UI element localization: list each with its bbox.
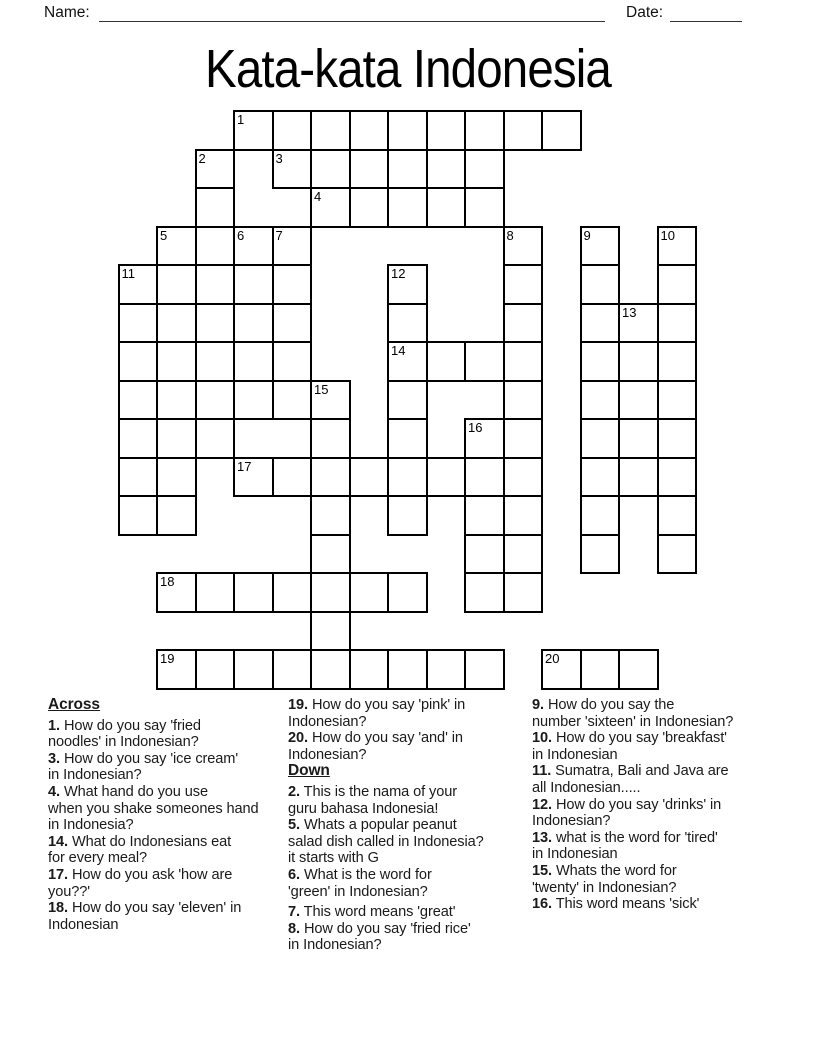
cell-number: 20	[545, 651, 560, 666]
grid-cell[interactable]	[233, 303, 274, 344]
cell-number: 18	[160, 574, 175, 589]
grid-cell[interactable]	[657, 303, 698, 344]
cell-number: 13	[622, 304, 637, 320]
grid-cell[interactable]	[580, 418, 621, 459]
grid-cell-1[interactable]	[233, 110, 274, 151]
grid-cell[interactable]	[618, 457, 659, 498]
clue-15: 15. Whats the word for 'twenty' in Indonesian?	[532, 862, 677, 896]
clue-number: 18.	[48, 900, 68, 917]
grid-cell-16[interactable]	[464, 418, 505, 459]
grid-cell[interactable]	[426, 110, 467, 151]
grid-cell[interactable]	[387, 187, 428, 228]
down-heading: Down	[288, 762, 330, 780]
cell-number: 3	[275, 150, 283, 166]
clue-number: 7.	[288, 904, 300, 921]
clue-number: 1.	[48, 717, 60, 734]
clues-column-right	[532, 697, 782, 913]
date-blank-line[interactable]	[670, 4, 742, 22]
clue-number: 19.	[288, 697, 308, 713]
grid-cell[interactable]	[272, 303, 313, 344]
cell-number: 11	[121, 266, 135, 281]
cell-number: 7	[275, 227, 283, 243]
grid-cell[interactable]	[387, 418, 428, 459]
grid-cell[interactable]	[580, 649, 621, 690]
grid-cell[interactable]	[426, 149, 467, 190]
grid-cell-20[interactable]	[541, 649, 582, 690]
clue-4: 4. What hand do you use when you shake someones hand in Indonesia?	[48, 783, 259, 834]
clue-14: 14. What do Indonesians eat for every meal?	[48, 833, 232, 867]
grid-cell[interactable]	[657, 457, 698, 498]
grid-cell[interactable]	[195, 341, 236, 382]
grid-cell[interactable]	[118, 457, 159, 498]
clue-number: 13.	[532, 829, 552, 846]
cell-number: 2	[198, 150, 206, 166]
grid-cell[interactable]	[349, 572, 390, 613]
grid-cell[interactable]	[657, 341, 698, 382]
grid-cell[interactable]	[195, 303, 236, 344]
clue-number: 15.	[532, 862, 552, 879]
clue-16: 16. This word means 'sick'	[532, 896, 700, 913]
grid-cell[interactable]	[426, 187, 467, 228]
grid-cell-7[interactable]	[272, 226, 313, 267]
grid-cell[interactable]	[618, 649, 659, 690]
cell-number: 4	[314, 189, 322, 204]
clue-1: 1. How do you say 'fried noodles' in Indonesian?	[48, 717, 201, 751]
grid-cell[interactable]	[503, 457, 544, 498]
grid-cell[interactable]	[310, 495, 351, 536]
clues-column-left	[48, 697, 293, 933]
grid-cell[interactable]	[464, 110, 505, 151]
grid-cell-12[interactable]	[387, 264, 428, 305]
grid-cell[interactable]	[464, 495, 505, 536]
grid-cell[interactable]	[503, 264, 544, 305]
cell-number: 1	[237, 112, 245, 127]
grid-cell[interactable]	[156, 418, 197, 459]
grid-cell[interactable]	[272, 341, 313, 382]
grid-cell[interactable]	[349, 187, 390, 228]
cell-number: 17	[237, 458, 252, 474]
grid-cell[interactable]	[387, 380, 428, 421]
grid-cell[interactable]	[387, 572, 428, 613]
clue-8: 8. How do you say 'fried rice' in Indonesian?	[288, 920, 471, 954]
clue-13: 13. what is the word for 'tired' in Indonesian	[532, 829, 718, 863]
grid-cell[interactable]	[503, 572, 544, 613]
grid-cell[interactable]	[657, 534, 698, 575]
grid-cell[interactable]	[426, 457, 467, 498]
grid-cell[interactable]	[503, 110, 544, 151]
across-heading: Across	[48, 696, 100, 713]
grid-cell[interactable]	[156, 495, 197, 536]
clue-number: 3.	[48, 750, 60, 767]
grid-cell[interactable]	[195, 572, 236, 613]
grid-cell[interactable]	[233, 264, 274, 305]
grid-cell[interactable]	[195, 418, 236, 459]
clue-number: 8.	[288, 920, 300, 937]
grid-cell[interactable]	[387, 303, 428, 344]
cell-number: 8	[506, 227, 514, 243]
grid-cell[interactable]	[426, 649, 467, 690]
grid-cell[interactable]	[503, 303, 544, 344]
clue-number: 4.	[48, 783, 60, 800]
grid-cell[interactable]	[580, 534, 621, 575]
clue-number: 16.	[532, 896, 552, 913]
grid-cell[interactable]	[657, 495, 698, 536]
grid-cell[interactable]	[272, 457, 313, 498]
clue-6: 6. What is the word for 'green' in Indonesian?	[288, 866, 432, 900]
grid-cell-4[interactable]	[310, 187, 351, 228]
grid-cell-2[interactable]	[195, 149, 236, 190]
grid-cell-3[interactable]	[272, 149, 313, 190]
grid-cell[interactable]	[580, 380, 621, 421]
grid-cell[interactable]	[464, 534, 505, 575]
clue-20: 20. How do you say 'and' in Indonesian?	[288, 730, 463, 763]
grid-cell[interactable]	[272, 572, 313, 613]
grid-cell[interactable]	[349, 649, 390, 690]
cell-number: 6	[237, 227, 245, 243]
grid-cell[interactable]	[195, 226, 236, 267]
clue-12: 12. How do you say 'drinks' in Indonesian?	[532, 796, 722, 830]
grid-cell-8[interactable]	[503, 226, 544, 267]
cell-number: 9	[583, 227, 591, 243]
grid-cell[interactable]	[156, 303, 197, 344]
grid-cell[interactable]	[349, 110, 390, 151]
grid-cell[interactable]	[118, 341, 159, 382]
grid-cell-15[interactable]	[310, 380, 351, 421]
clue-10: 10. How do you say 'breakfast' in Indonesian	[532, 730, 727, 763]
grid-cell[interactable]	[580, 495, 621, 536]
grid-cell[interactable]	[387, 649, 428, 690]
grid-cell[interactable]	[349, 149, 390, 190]
clue-number: 2.	[288, 783, 300, 800]
grid-cell[interactable]	[349, 457, 390, 498]
clue-number: 10.	[532, 730, 552, 747]
clue-number: 12.	[532, 796, 552, 813]
clue-number: 17.	[48, 866, 68, 883]
grid-cell-13[interactable]	[618, 303, 659, 344]
grid-cell-17[interactable]	[233, 457, 274, 498]
grid-cell[interactable]	[387, 149, 428, 190]
grid-cell[interactable]	[195, 187, 236, 228]
grid-cell-10[interactable]	[657, 226, 698, 267]
clue-number: 9.	[532, 697, 544, 713]
grid-cell[interactable]	[233, 572, 274, 613]
clue-18: 18. How do you say 'eleven' in Indonesian	[48, 900, 242, 933]
grid-cell[interactable]	[464, 187, 505, 228]
cell-number: 10	[660, 227, 675, 243]
grid-cell[interactable]	[233, 341, 274, 382]
clue-number: 14.	[48, 833, 68, 850]
grid-cell-14[interactable]	[387, 341, 428, 382]
grid-cell[interactable]	[310, 418, 351, 459]
grid-cell[interactable]	[195, 264, 236, 305]
grid-cell[interactable]	[156, 457, 197, 498]
grid-cell[interactable]	[156, 380, 197, 421]
grid-cell[interactable]	[387, 457, 428, 498]
clue-11: 11. Sumatra, Bali and Java are all Indonesian.....	[532, 763, 729, 796]
clue-number: 11.	[532, 763, 552, 780]
grid-cell[interactable]	[503, 495, 544, 536]
clue-2: 2. This is the nama of your guru bahasa Indonesia!	[288, 783, 458, 817]
grid-cell[interactable]	[118, 380, 159, 421]
grid-cell[interactable]	[310, 572, 351, 613]
grid-cell[interactable]	[503, 341, 544, 382]
grid-cell[interactable]	[272, 380, 313, 421]
clue-5: 5. Whats a popular peanut salad dish called in Indonesia? it starts with G	[288, 817, 484, 867]
grid-cell[interactable]	[233, 649, 274, 690]
cell-number: 15	[314, 381, 329, 397]
cell-number: 5	[160, 227, 168, 243]
grid-cell[interactable]	[503, 534, 544, 575]
grid-cell[interactable]	[310, 649, 351, 690]
grid-cell[interactable]	[618, 341, 659, 382]
grid-cell[interactable]	[503, 380, 544, 421]
grid-cell[interactable]	[156, 341, 197, 382]
grid-cell[interactable]	[310, 534, 351, 575]
cell-number: 19	[160, 651, 175, 666]
grid-cell[interactable]	[580, 457, 621, 498]
clue-17: 17. How do you ask 'how are you??'	[48, 866, 233, 900]
grid-cell[interactable]	[580, 303, 621, 344]
clue-number: 20.	[288, 730, 308, 747]
grid-cell[interactable]	[387, 110, 428, 151]
grid-cell[interactable]	[272, 110, 313, 151]
grid-cell[interactable]	[464, 457, 505, 498]
clue-number: 5.	[288, 817, 300, 834]
grid-cell[interactable]	[464, 572, 505, 613]
grid-cell[interactable]	[310, 149, 351, 190]
grid-cell[interactable]	[580, 264, 621, 305]
date-label: Date:	[626, 4, 664, 21]
grid-cell[interactable]	[272, 649, 313, 690]
grid-cell[interactable]	[657, 264, 698, 305]
cell-number: 16	[468, 420, 483, 435]
grid-cell[interactable]	[233, 380, 274, 421]
grid-cell[interactable]	[464, 149, 505, 190]
grid-cell[interactable]	[272, 264, 313, 305]
grid-cell[interactable]	[310, 457, 351, 498]
grid-cell[interactable]	[156, 264, 197, 305]
grid-cell[interactable]	[618, 418, 659, 459]
clue-7: 7. This word means 'great'	[288, 904, 456, 921]
grid-cell[interactable]	[580, 341, 621, 382]
name-label: Name:	[44, 4, 90, 21]
grid-cell[interactable]	[464, 341, 505, 382]
grid-cell[interactable]	[541, 110, 582, 151]
grid-cell[interactable]	[618, 380, 659, 421]
grid-cell[interactable]	[426, 341, 467, 382]
grid-cell[interactable]	[118, 303, 159, 344]
grid-cell-9[interactable]	[580, 226, 621, 267]
clues-column-middle	[288, 697, 536, 954]
clue-9: 9. How do you say the number 'sixteen' in Indonesian?	[532, 697, 734, 730]
grid-cell[interactable]	[118, 418, 159, 459]
clue-19: 19. How do you say 'pink' in Indonesian?	[288, 697, 466, 730]
grid-cell[interactable]	[310, 110, 351, 151]
grid-cell[interactable]	[195, 649, 236, 690]
grid-cell-19[interactable]	[156, 649, 197, 690]
grid-cell[interactable]	[657, 380, 698, 421]
grid-cell[interactable]	[657, 418, 698, 459]
grid-cell[interactable]	[195, 380, 236, 421]
cell-number: 14	[391, 343, 406, 358]
grid-cell[interactable]	[310, 611, 351, 652]
grid-cell[interactable]	[503, 418, 544, 459]
cell-number: 12	[391, 266, 406, 281]
grid-cell-6[interactable]	[233, 226, 274, 267]
grid-cell-11[interactable]	[118, 264, 159, 305]
clue-3: 3. How do you say 'ice cream' in Indonesian?	[48, 750, 239, 784]
clue-number: 6.	[288, 866, 300, 883]
grid-cell[interactable]	[464, 649, 505, 690]
grid-cell-18[interactable]	[156, 572, 197, 613]
grid-cell-5[interactable]	[156, 226, 197, 267]
grid-cell[interactable]	[387, 495, 428, 536]
page-title: Kata-kata Indonesia	[205, 39, 611, 99]
grid-cell[interactable]	[118, 495, 159, 536]
name-blank-line[interactable]	[99, 4, 605, 22]
